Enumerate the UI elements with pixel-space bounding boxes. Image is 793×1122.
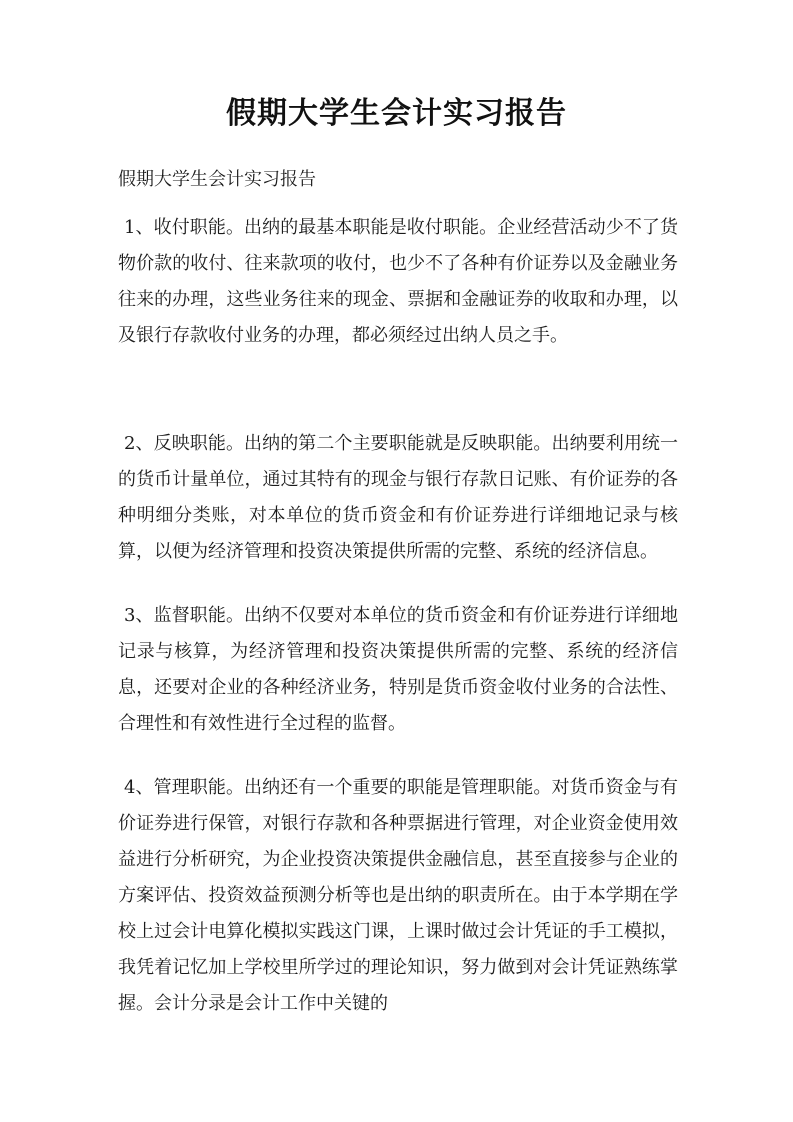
document-title: 假期大学生会计实习报告: [226, 96, 567, 131]
paragraph-supervision-function: 3、监督职能。出纳不仅要对本单位的货币资金和有价证券进行详细地记录与核算，为经济管理和投资决策提供所需的完整、系统的经济信息，还要对企业的各种经济业务，特别是货币资金收付业务的合法性、合理性和有效性进行全过程的监督。: [118, 605, 678, 734]
paragraph-management-function: 4、管理职能。出纳还有一个重要的职能是管理职能。对货币资金与有价证券进行保管，对银行存款和各种票据进行管理，对企业资金使用效益进行分析研究，为企业投资决策提供金融信息，甚至直接参与企业的方案评估、投资效益预测分析等也是出纳的职责所在。由于本学期在学校上过会计电算化模拟实践这门课，上课时做过会计凭证的手工模拟，我凭着记忆加上学校里所学过的理论知识，努力做到对会计凭证熟练掌握。会计分录是会计工作中关键的: [118, 777, 678, 1014]
paragraph-collection-function: 1、收付职能。出纳的最基本职能是收付职能。企业经营活动少不了货物价款的收付、往来款项的收付，也少不了各种有价证券以及金融业务往来的办理，这些业务往来的现金、票据和金融证券的收取和办理，以及银行存款收付业务的办理，都必须经过出纳人员之手。: [118, 217, 678, 346]
document-subtitle: 假期大学生会计实习报告: [118, 169, 316, 190]
paragraph-reporting-function: 2、反映职能。出纳的第二个主要职能就是反映职能。出纳要利用统一的货币计量单位，通过其特有的现金与银行存款日记账、有价证券的各种明细分类账，对本单位的货币资金和有价证券进行详细地记录与核算，以便为经济管理和投资决策提供所需的完整、系统的经济信息。: [118, 433, 678, 562]
